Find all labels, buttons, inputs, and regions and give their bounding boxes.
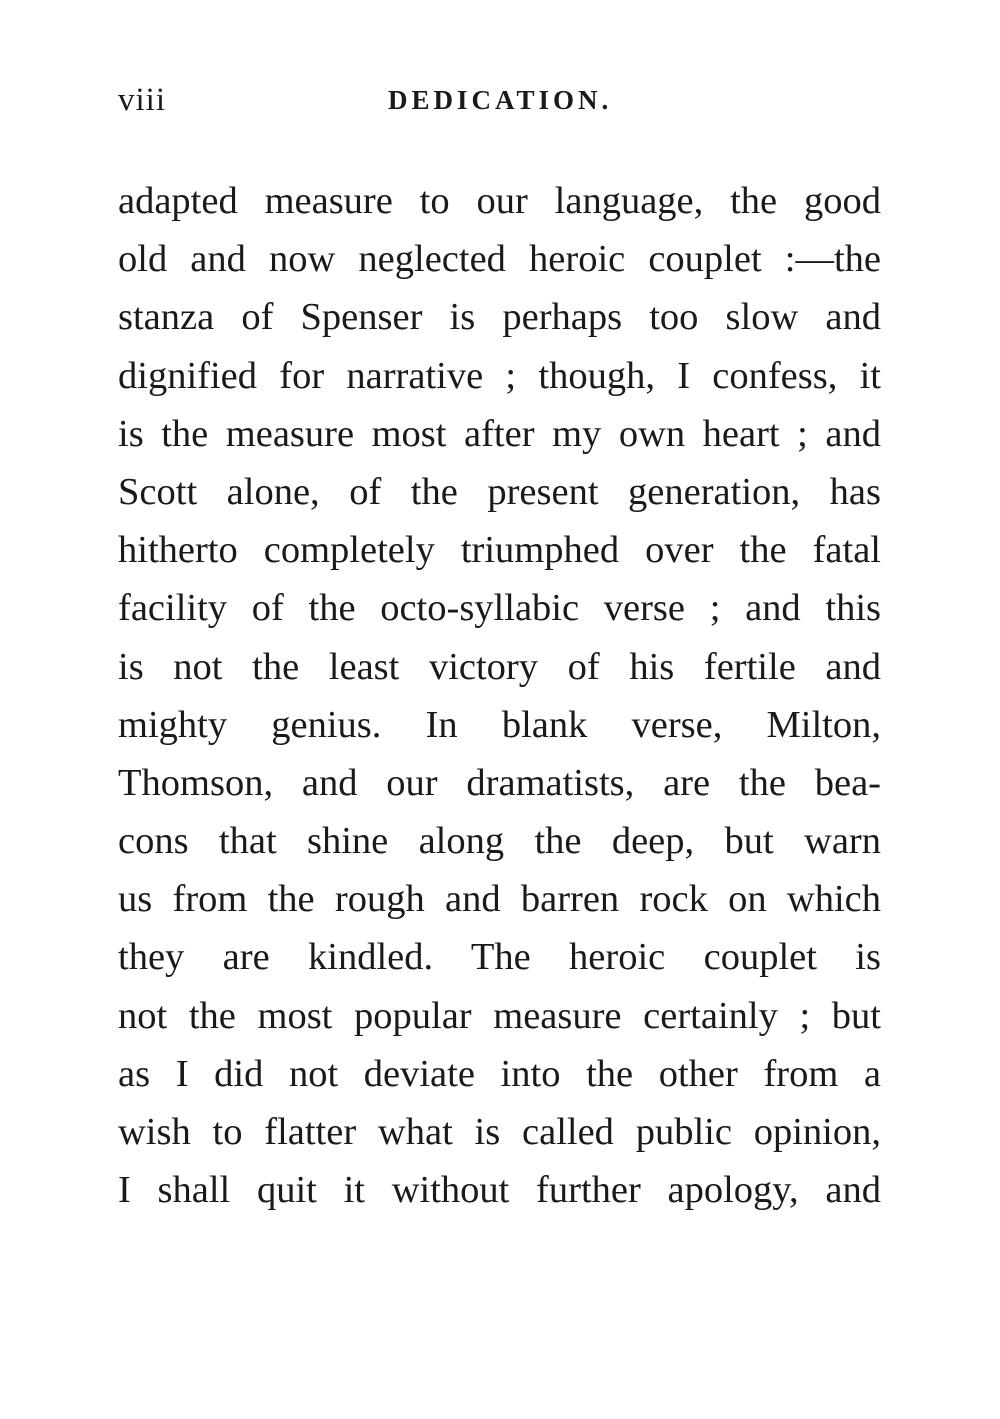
text-line: facility of the octo-syllabic verse ; and this — [118, 587, 881, 630]
running-head — [118, 78, 881, 122]
text-line: as I did not deviate into the other from a — [118, 1052, 881, 1095]
body-text — [118, 172, 881, 1219]
running-title: DEDICATION. — [388, 85, 613, 115]
text-line: not the most popular measure certainly ; but — [118, 994, 881, 1037]
text-line: old and now neglected heroic couplet :—the — [118, 238, 881, 281]
text-line: wish to flatter what is called public opinion, — [118, 1111, 881, 1153]
text-line: is the measure most after my own heart ; and — [118, 412, 881, 455]
text-line: dignified for narrative ; though, I confess, it — [118, 354, 881, 397]
text-line: they are kindled. The heroic couplet is — [118, 936, 881, 979]
text-line: I shall quit it without further apology, and — [118, 1169, 881, 1212]
text-line: Thomson, and our dramatists, are the bea- — [118, 761, 881, 804]
text-line: hitherto completely triumphed over the fatal — [118, 529, 881, 572]
text-line: adapted measure to our language, the good — [118, 180, 881, 222]
text-line: is not the least victory of his fertile and — [118, 645, 881, 688]
text-line: stanza of Spenser is perhaps too slow and — [118, 296, 881, 339]
text-line: us from the rough and barren rock on which — [118, 878, 881, 921]
page-number: viii — [118, 82, 167, 118]
text-line: mighty genius. In blank verse, Milton, — [118, 703, 881, 746]
text-line: cons that shine along the deep, but warn — [118, 820, 881, 863]
text-line: Scott alone, of the present generation, has — [118, 470, 881, 513]
